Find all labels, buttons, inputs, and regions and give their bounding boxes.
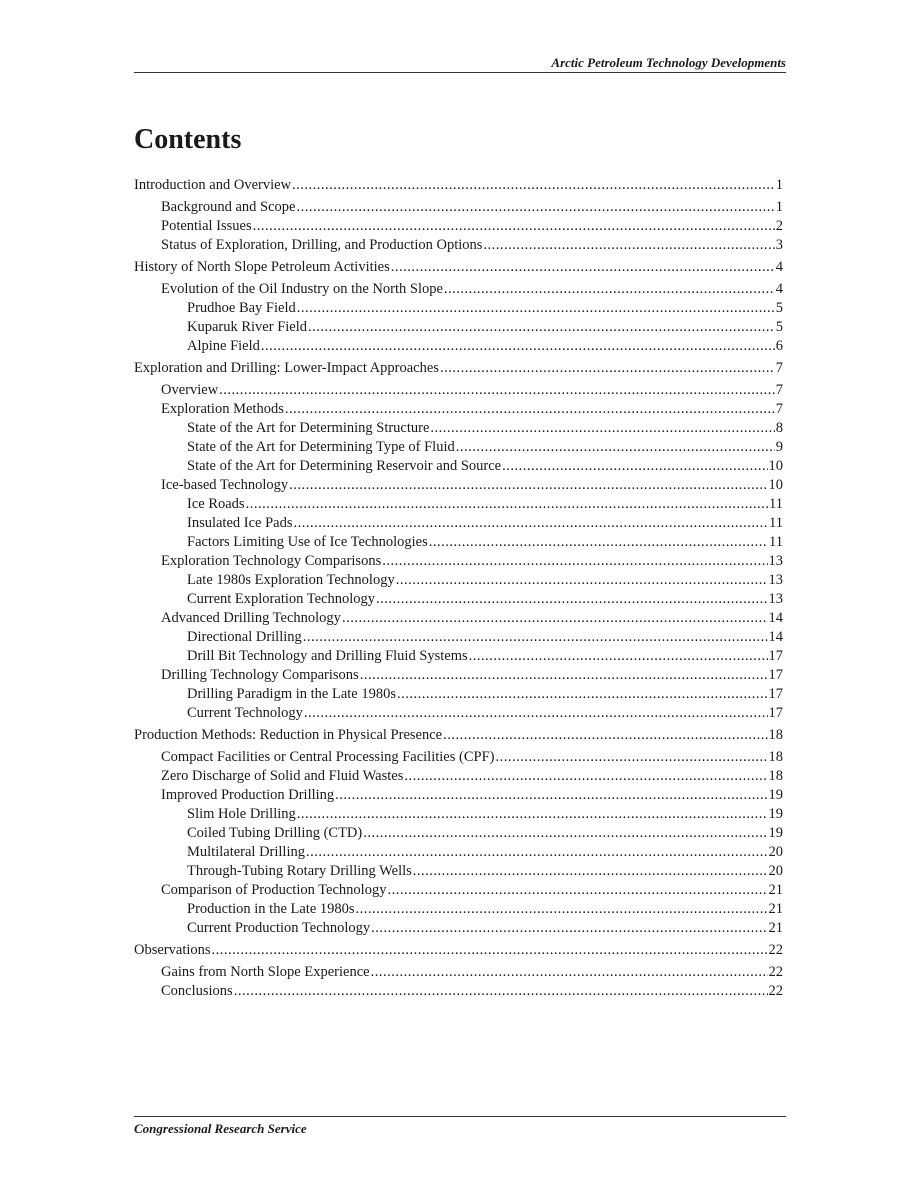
toc-entry-title: Exploration and Drilling: Lower-Impact Approaches [134,360,439,376]
toc-entry[interactable] [134,919,783,938]
toc-entry-page-number: 6 [775,338,783,354]
toc-entry[interactable] [134,438,783,457]
toc-entry-title: Compact Facilities or Central Processing Facilities (CPF) [161,749,495,765]
toc-entry[interactable] [134,941,783,960]
dot-leader [360,666,768,685]
toc-entry[interactable] [134,843,783,862]
toc-entry-page-number: 11 [769,515,783,531]
toc-entry[interactable] [134,236,783,255]
toc-entry-title: Gains from North Slope Experience [161,964,370,980]
toc-entry-page-number: 3 [775,237,783,253]
toc-entry[interactable] [134,198,783,217]
toc-entry-page-number: 18 [768,768,783,784]
toc-entry[interactable] [134,337,783,356]
dot-leader [469,647,768,666]
dot-leader [440,359,775,378]
toc-entry[interactable] [134,726,783,745]
dot-leader [246,495,768,514]
dot-leader [396,571,768,590]
toc-entry-page-number: 14 [768,610,783,626]
toc-entry[interactable] [134,786,783,805]
toc-entry-page-number: 4 [775,281,783,297]
toc-entry-page-number: 10 [768,458,783,474]
toc-entry[interactable] [134,381,783,400]
toc-entry-page-number: 19 [768,825,783,841]
toc-entry-title: Multilateral Drilling [187,844,305,860]
toc-entry-title: Comparison of Production Technology [161,882,387,898]
dot-leader [306,843,768,862]
dot-leader [382,552,767,571]
toc-entry-title: Factors Limiting Use of Ice Technologies [187,534,428,550]
toc-entry-title: Kuparuk River Field [187,319,308,335]
toc-entry-title: Status of Exploration, Drilling, and Production Options [161,237,483,253]
toc-entry[interactable] [134,571,783,590]
toc-entry-page-number: 1 [775,199,783,215]
toc-entry-title: Production in the Late 1980s [187,901,355,917]
toc-entry-page-number: 18 [768,749,783,765]
dot-leader [285,400,775,419]
toc-entry[interactable] [134,824,783,843]
toc-entry-page-number: 14 [768,629,783,645]
toc-entry[interactable] [134,495,783,514]
dot-leader [391,258,775,277]
dot-leader [356,900,768,919]
toc-entry-page-number: 22 [768,964,783,980]
toc-entry[interactable] [134,609,783,628]
dot-leader [371,963,768,982]
dot-leader [397,685,767,704]
toc-entry-page-number: 17 [768,648,783,664]
toc-entry-title: Ice-based Technology [161,477,289,493]
toc-entry-title: Through-Tubing Rotary Drilling Wells [187,863,412,879]
toc-entry-title: Ice Roads [187,496,245,512]
dot-leader [363,824,767,843]
toc-entry-title: Drilling Technology Comparisons [161,667,359,683]
toc-entry-page-number: 21 [768,901,783,917]
toc-entry[interactable] [134,748,783,767]
toc-entry[interactable] [134,666,783,685]
toc-entry-title: Potential Issues [161,218,252,234]
toc-entry[interactable] [134,963,783,982]
dot-leader [294,514,769,533]
dot-leader [335,786,767,805]
toc-entry-title: Late 1980s Exploration Technology [187,572,395,588]
toc-entry[interactable] [134,359,783,378]
toc-entry-page-number: 7 [775,401,783,417]
toc-entry-title: Zero Discharge of Solid and Fluid Wastes [161,768,404,784]
footer-rule [134,1116,786,1117]
toc-entry-page-number: 17 [768,686,783,702]
toc-entry[interactable] [134,590,783,609]
toc-entry-title: Alpine Field [187,338,260,354]
toc-entry-page-number: 13 [768,553,783,569]
toc-entry-title: Observations [134,942,211,958]
dot-leader [376,590,768,609]
toc-entry-title: Current Production Technology [187,920,371,936]
toc-entry[interactable] [134,280,783,299]
toc-entry-title: Exploration Methods [161,401,284,417]
toc-entry-title: State of the Art for Determining Type of Fluid [187,439,455,455]
toc-entry[interactable] [134,805,783,824]
table-of-contents [134,176,783,1001]
toc-entry-page-number: 19 [768,787,783,803]
toc-entry[interactable] [134,862,783,881]
dot-leader [371,919,767,938]
toc-entry[interactable] [134,400,783,419]
toc-entry-page-number: 17 [768,667,783,683]
toc-entry-page-number: 5 [775,319,783,335]
toc-entry-title: Drilling Paradigm in the Late 1980s [187,686,397,702]
toc-entry-page-number: 21 [768,882,783,898]
toc-entry-page-number: 19 [768,806,783,822]
toc-entry-page-number: 17 [768,705,783,721]
dot-leader [404,767,767,786]
toc-entry-page-number: 5 [775,300,783,316]
dot-leader [456,438,775,457]
dot-leader [308,318,775,337]
toc-entry-page-number: 13 [768,572,783,588]
toc-entry[interactable] [134,552,783,571]
header-rule [134,72,786,73]
page-title: Contents [134,124,242,155]
toc-entry-page-number: 10 [768,477,783,493]
toc-entry-page-number: 4 [775,259,783,275]
dot-leader [303,628,768,647]
dot-leader [261,337,775,356]
toc-entry[interactable] [134,767,783,786]
toc-entry[interactable] [134,647,783,666]
toc-entry-page-number: 1 [775,177,783,193]
toc-entry-title: Directional Drilling [187,629,302,645]
dot-leader [253,217,775,236]
toc-entry[interactable] [134,982,783,1001]
dot-leader [429,533,768,552]
toc-entry-title: Slim Hole Drilling [187,806,296,822]
dot-leader [443,726,767,745]
toc-entry[interactable] [134,176,783,195]
toc-entry-title: Exploration Technology Comparisons [161,553,382,569]
toc-entry-page-number: 21 [768,920,783,936]
toc-entry[interactable] [134,476,783,495]
toc-entry-title: Background and Scope [161,199,296,215]
toc-entry-title: State of the Art for Determining Structure [187,420,430,436]
dot-leader [289,476,767,495]
toc-entry[interactable] [134,457,783,476]
toc-entry-title: Improved Production Drilling [161,787,335,803]
dot-leader [297,198,775,217]
dot-leader [495,748,767,767]
running-header: Arctic Petroleum Technology Developments [551,55,786,70]
toc-entry-page-number: 11 [769,534,783,550]
dot-leader [304,704,768,723]
toc-entry-page-number: 18 [768,727,783,743]
toc-entry-page-number: 13 [768,591,783,607]
toc-entry-title: Insulated Ice Pads [187,515,293,531]
toc-entry-title: Prudhoe Bay Field [187,300,296,316]
toc-entry-page-number: 7 [775,360,783,376]
toc-entry[interactable] [134,514,783,533]
dot-leader [387,881,767,900]
dot-leader [413,862,768,881]
toc-entry[interactable] [134,628,783,647]
toc-entry-page-number: 2 [775,218,783,234]
toc-entry-title: Drill Bit Technology and Drilling Fluid Systems [187,648,468,664]
dot-leader [212,941,768,960]
toc-entry-title: Coiled Tubing Drilling (CTD) [187,825,363,841]
toc-entry[interactable] [134,881,783,900]
toc-entry[interactable] [134,299,783,318]
dot-leader [219,381,775,400]
toc-entry-title: Evolution of the Oil Industry on the North Slope [161,281,443,297]
toc-entry-page-number: 22 [768,942,783,958]
toc-entry[interactable] [134,704,783,723]
toc-entry[interactable] [134,900,783,919]
dot-leader [292,176,775,195]
toc-entry-page-number: 9 [775,439,783,455]
dot-leader [297,299,775,318]
dot-leader [483,236,774,255]
toc-entry-title: Production Methods: Reduction in Physical Presence [134,727,443,743]
running-footer: Congressional Research Service [134,1121,307,1136]
toc-entry[interactable] [134,217,783,236]
dot-leader [502,457,767,476]
toc-entry[interactable] [134,258,783,277]
toc-entry[interactable] [134,533,783,552]
toc-entry-title: Conclusions [161,983,233,999]
toc-entry-page-number: 20 [768,863,783,879]
toc-entry-page-number: 22 [768,983,783,999]
toc-entry-title: Current Technology [187,705,303,721]
toc-entry-title: Advanced Drilling Technology [161,610,341,626]
dot-leader [430,419,774,438]
dot-leader [342,609,768,628]
dot-leader [444,280,775,299]
toc-entry-title: Current Exploration Technology [187,591,375,607]
toc-entry[interactable] [134,685,783,704]
dot-leader [234,982,768,1001]
toc-entry-page-number: 11 [769,496,783,512]
toc-entry-page-number: 20 [768,844,783,860]
toc-entry[interactable] [134,318,783,337]
toc-entry[interactable] [134,419,783,438]
toc-entry-title: History of North Slope Petroleum Activities [134,259,390,275]
toc-entry-title: Introduction and Overview [134,177,292,193]
toc-entry-title: Overview [161,382,219,398]
dot-leader [297,805,768,824]
toc-entry-page-number: 7 [775,382,783,398]
toc-entry-page-number: 8 [775,420,783,436]
toc-entry-title: State of the Art for Determining Reservoir and Source [187,458,502,474]
